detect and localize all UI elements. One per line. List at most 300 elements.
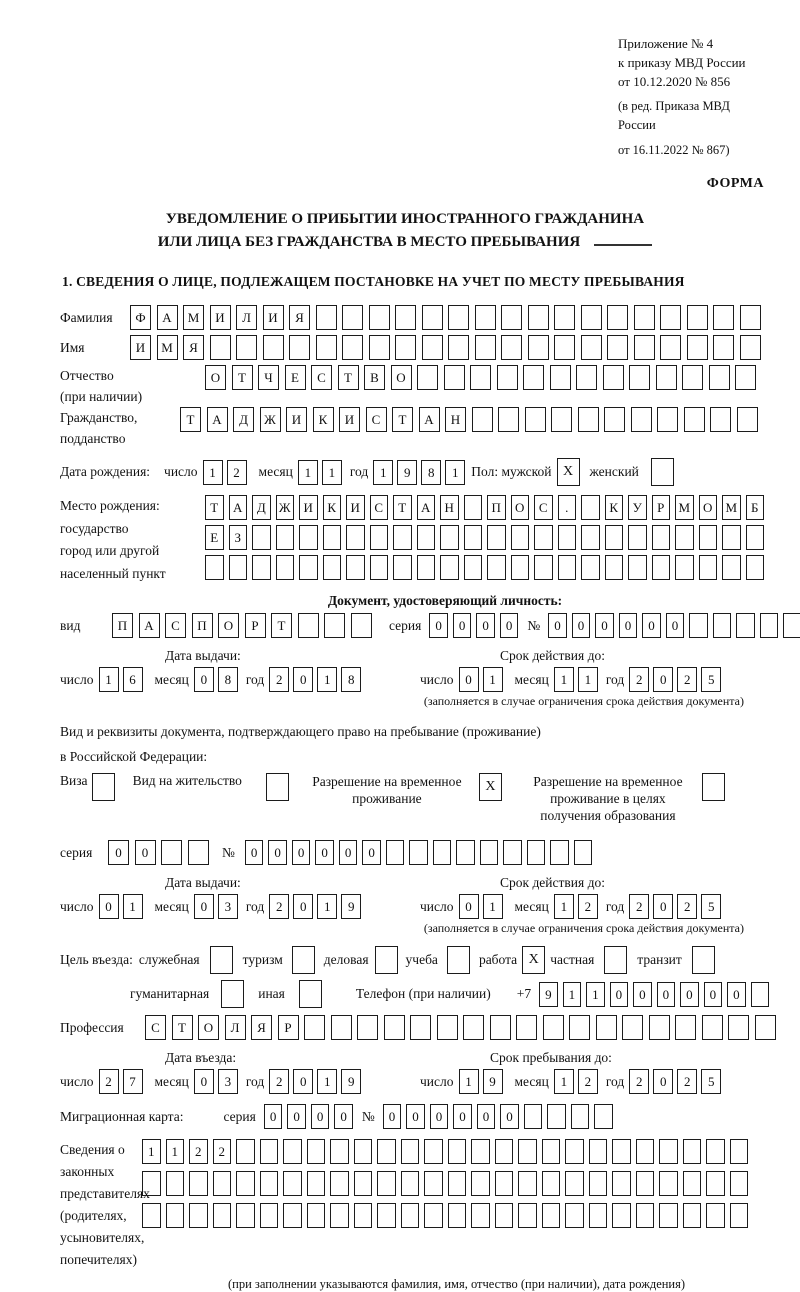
form-cell[interactable]: Я bbox=[289, 305, 310, 330]
form-cell[interactable]: И bbox=[263, 305, 284, 330]
purpose-humanitarian-checkbox[interactable] bbox=[221, 980, 244, 1008]
form-cell[interactable] bbox=[730, 1139, 749, 1164]
form-cell[interactable]: О bbox=[218, 613, 239, 638]
form-cell[interactable]: 0 bbox=[383, 1104, 402, 1129]
form-cell[interactable] bbox=[687, 335, 708, 360]
form-cell[interactable]: 9 bbox=[539, 982, 558, 1007]
form-cell[interactable] bbox=[210, 335, 231, 360]
form-cell[interactable] bbox=[581, 495, 600, 520]
form-cell[interactable]: А bbox=[207, 407, 228, 432]
form-cell[interactable] bbox=[554, 335, 575, 360]
form-cell[interactable] bbox=[675, 555, 694, 580]
form-cell[interactable]: 9 bbox=[341, 1069, 361, 1094]
form-cell[interactable]: 0 bbox=[293, 894, 313, 919]
form-cell[interactable]: 0 bbox=[595, 613, 614, 638]
form-cell[interactable] bbox=[518, 1171, 537, 1196]
form-cell[interactable] bbox=[283, 1203, 302, 1228]
form-cell[interactable] bbox=[528, 335, 549, 360]
form-cell[interactable]: 0 bbox=[293, 1069, 313, 1094]
form-cell[interactable] bbox=[166, 1171, 185, 1196]
form-cell[interactable] bbox=[424, 1203, 443, 1228]
form-cell[interactable]: Я bbox=[251, 1015, 272, 1040]
form-cell[interactable] bbox=[581, 335, 602, 360]
form-cell[interactable] bbox=[523, 365, 544, 390]
form-cell[interactable] bbox=[161, 840, 182, 865]
form-cell[interactable]: О bbox=[511, 495, 530, 520]
form-cell[interactable] bbox=[440, 525, 459, 550]
form-cell[interactable]: П bbox=[112, 613, 133, 638]
form-cell[interactable]: Т bbox=[271, 613, 292, 638]
form-cell[interactable] bbox=[706, 1203, 725, 1228]
form-cell[interactable]: 0 bbox=[406, 1104, 425, 1129]
form-cell[interactable] bbox=[528, 305, 549, 330]
form-cell[interactable]: 2 bbox=[269, 667, 289, 692]
form-cell[interactable] bbox=[571, 1104, 590, 1129]
form-cell[interactable] bbox=[636, 1139, 655, 1164]
form-cell[interactable] bbox=[605, 525, 624, 550]
form-cell[interactable] bbox=[659, 1139, 678, 1164]
form-cell[interactable]: 0 bbox=[194, 1069, 214, 1094]
form-cell[interactable]: 0 bbox=[653, 667, 673, 692]
form-cell[interactable]: Л bbox=[236, 305, 257, 330]
form-cell[interactable] bbox=[737, 407, 758, 432]
form-cell[interactable] bbox=[605, 555, 624, 580]
form-cell[interactable] bbox=[516, 1015, 537, 1040]
form-cell[interactable] bbox=[657, 407, 678, 432]
form-cell[interactable] bbox=[542, 1139, 561, 1164]
form-cell[interactable]: 0 bbox=[548, 613, 567, 638]
form-cell[interactable]: 0 bbox=[633, 982, 652, 1007]
form-cell[interactable] bbox=[699, 555, 718, 580]
form-cell[interactable] bbox=[422, 305, 443, 330]
form-cell[interactable] bbox=[307, 1139, 326, 1164]
form-cell[interactable] bbox=[656, 365, 677, 390]
form-cell[interactable]: 0 bbox=[315, 840, 334, 865]
form-cell[interactable]: 1 bbox=[166, 1139, 185, 1164]
form-cell[interactable]: 0 bbox=[572, 613, 591, 638]
form-cell[interactable]: М bbox=[722, 495, 741, 520]
form-cell[interactable] bbox=[260, 1171, 279, 1196]
form-cell[interactable] bbox=[511, 555, 530, 580]
form-cell[interactable]: 0 bbox=[311, 1104, 330, 1129]
form-cell[interactable] bbox=[511, 525, 530, 550]
form-cell[interactable] bbox=[369, 305, 390, 330]
form-cell[interactable] bbox=[736, 613, 755, 638]
form-cell[interactable] bbox=[252, 525, 271, 550]
form-cell[interactable]: 2 bbox=[269, 1069, 289, 1094]
form-cell[interactable] bbox=[760, 613, 779, 638]
form-cell[interactable] bbox=[236, 335, 257, 360]
form-cell[interactable] bbox=[424, 1139, 443, 1164]
form-cell[interactable]: П bbox=[192, 613, 213, 638]
form-cell[interactable]: 5 bbox=[701, 1069, 721, 1094]
form-cell[interactable]: О bbox=[198, 1015, 219, 1040]
form-cell[interactable]: Б bbox=[746, 495, 765, 520]
form-cell[interactable] bbox=[475, 305, 496, 330]
form-cell[interactable]: 1 bbox=[578, 667, 598, 692]
form-cell[interactable] bbox=[589, 1203, 608, 1228]
form-cell[interactable] bbox=[386, 840, 405, 865]
form-cell[interactable]: 2 bbox=[99, 1069, 119, 1094]
form-cell[interactable] bbox=[525, 407, 546, 432]
form-cell[interactable]: Ж bbox=[260, 407, 281, 432]
form-cell[interactable]: 1 bbox=[483, 894, 503, 919]
form-cell[interactable] bbox=[596, 1015, 617, 1040]
form-cell[interactable]: 0 bbox=[292, 840, 311, 865]
form-cell[interactable] bbox=[497, 365, 518, 390]
purpose-work-checkbox[interactable]: X bbox=[522, 946, 545, 974]
form-cell[interactable]: О bbox=[205, 365, 226, 390]
form-cell[interactable] bbox=[746, 555, 765, 580]
form-cell[interactable] bbox=[581, 305, 602, 330]
form-cell[interactable] bbox=[283, 1139, 302, 1164]
form-cell[interactable]: 3 bbox=[218, 1069, 238, 1094]
form-cell[interactable]: 0 bbox=[727, 982, 746, 1007]
form-cell[interactable] bbox=[424, 1171, 443, 1196]
form-cell[interactable]: 6 bbox=[123, 667, 143, 692]
form-cell[interactable] bbox=[142, 1171, 161, 1196]
form-cell[interactable] bbox=[401, 1171, 420, 1196]
form-cell[interactable] bbox=[448, 305, 469, 330]
form-cell[interactable] bbox=[260, 1139, 279, 1164]
form-cell[interactable] bbox=[142, 1203, 161, 1228]
form-cell[interactable] bbox=[354, 1171, 373, 1196]
form-cell[interactable] bbox=[501, 335, 522, 360]
form-cell[interactable] bbox=[710, 407, 731, 432]
form-cell[interactable]: 0 bbox=[362, 840, 381, 865]
form-cell[interactable] bbox=[377, 1203, 396, 1228]
form-cell[interactable]: Е bbox=[285, 365, 306, 390]
form-cell[interactable] bbox=[471, 1139, 490, 1164]
form-cell[interactable]: 1 bbox=[554, 894, 574, 919]
form-cell[interactable]: 2 bbox=[578, 894, 598, 919]
form-cell[interactable]: Т bbox=[172, 1015, 193, 1040]
form-cell[interactable]: 1 bbox=[203, 460, 223, 485]
form-cell[interactable] bbox=[682, 365, 703, 390]
purpose-other-checkbox[interactable] bbox=[299, 980, 322, 1008]
form-cell[interactable] bbox=[189, 1203, 208, 1228]
form-cell[interactable]: 0 bbox=[194, 667, 214, 692]
form-cell[interactable] bbox=[569, 1015, 590, 1040]
form-cell[interactable]: И bbox=[299, 495, 318, 520]
form-cell[interactable]: 0 bbox=[108, 840, 129, 865]
form-cell[interactable]: 1 bbox=[322, 460, 342, 485]
form-cell[interactable] bbox=[346, 555, 365, 580]
form-cell[interactable] bbox=[675, 1015, 696, 1040]
form-cell[interactable]: 1 bbox=[554, 667, 574, 692]
form-cell[interactable] bbox=[622, 1015, 643, 1040]
form-cell[interactable] bbox=[652, 555, 671, 580]
form-cell[interactable] bbox=[709, 365, 730, 390]
form-cell[interactable]: Д bbox=[233, 407, 254, 432]
form-cell[interactable] bbox=[628, 555, 647, 580]
form-cell[interactable]: И bbox=[210, 305, 231, 330]
form-cell[interactable] bbox=[299, 555, 318, 580]
form-cell[interactable] bbox=[534, 555, 553, 580]
form-cell[interactable] bbox=[628, 525, 647, 550]
temp-residence-edu-checkbox[interactable] bbox=[702, 773, 725, 801]
form-cell[interactable] bbox=[659, 1171, 678, 1196]
form-cell[interactable] bbox=[456, 840, 475, 865]
form-cell[interactable] bbox=[612, 1171, 631, 1196]
form-cell[interactable] bbox=[501, 305, 522, 330]
form-cell[interactable]: 1 bbox=[317, 894, 337, 919]
form-cell[interactable]: 0 bbox=[500, 1104, 519, 1129]
form-cell[interactable] bbox=[683, 1171, 702, 1196]
form-cell[interactable]: М bbox=[675, 495, 694, 520]
form-cell[interactable] bbox=[589, 1139, 608, 1164]
form-cell[interactable] bbox=[534, 525, 553, 550]
form-cell[interactable] bbox=[471, 1171, 490, 1196]
form-cell[interactable]: Ф bbox=[130, 305, 151, 330]
form-cell[interactable]: Т bbox=[180, 407, 201, 432]
form-cell[interactable] bbox=[607, 305, 628, 330]
form-cell[interactable] bbox=[342, 335, 363, 360]
form-cell[interactable] bbox=[448, 335, 469, 360]
form-cell[interactable] bbox=[554, 305, 575, 330]
form-cell[interactable] bbox=[463, 1015, 484, 1040]
form-cell[interactable] bbox=[395, 305, 416, 330]
form-cell[interactable] bbox=[304, 1015, 325, 1040]
form-cell[interactable] bbox=[229, 555, 248, 580]
form-cell[interactable] bbox=[464, 525, 483, 550]
form-cell[interactable]: О bbox=[391, 365, 412, 390]
form-cell[interactable]: 8 bbox=[421, 460, 441, 485]
form-cell[interactable]: 0 bbox=[610, 982, 629, 1007]
form-cell[interactable] bbox=[351, 613, 372, 638]
form-cell[interactable] bbox=[437, 1015, 458, 1040]
form-cell[interactable]: А bbox=[419, 407, 440, 432]
form-cell[interactable]: К bbox=[323, 495, 342, 520]
form-cell[interactable] bbox=[395, 335, 416, 360]
form-cell[interactable]: 5 bbox=[701, 667, 721, 692]
form-cell[interactable] bbox=[612, 1203, 631, 1228]
form-cell[interactable] bbox=[755, 1015, 776, 1040]
form-cell[interactable]: 2 bbox=[629, 894, 649, 919]
form-cell[interactable] bbox=[699, 525, 718, 550]
form-cell[interactable] bbox=[357, 1015, 378, 1040]
form-cell[interactable]: 0 bbox=[264, 1104, 283, 1129]
form-cell[interactable]: С bbox=[311, 365, 332, 390]
form-cell[interactable]: 1 bbox=[99, 667, 119, 692]
form-cell[interactable] bbox=[316, 305, 337, 330]
form-cell[interactable] bbox=[401, 1139, 420, 1164]
form-cell[interactable] bbox=[498, 407, 519, 432]
form-cell[interactable] bbox=[612, 1139, 631, 1164]
form-cell[interactable]: 2 bbox=[629, 667, 649, 692]
form-cell[interactable] bbox=[730, 1203, 749, 1228]
form-cell[interactable] bbox=[377, 1139, 396, 1164]
form-cell[interactable] bbox=[377, 1171, 396, 1196]
form-cell[interactable] bbox=[722, 525, 741, 550]
form-cell[interactable]: 1 bbox=[554, 1069, 574, 1094]
form-cell[interactable] bbox=[495, 1139, 514, 1164]
form-cell[interactable]: 0 bbox=[459, 894, 479, 919]
form-cell[interactable] bbox=[487, 525, 506, 550]
form-cell[interactable]: К bbox=[313, 407, 334, 432]
form-cell[interactable]: 0 bbox=[476, 613, 495, 638]
form-cell[interactable] bbox=[684, 407, 705, 432]
form-cell[interactable] bbox=[448, 1203, 467, 1228]
form-cell[interactable]: А bbox=[417, 495, 436, 520]
form-cell[interactable] bbox=[574, 840, 593, 865]
form-cell[interactable] bbox=[298, 613, 319, 638]
form-cell[interactable]: Н bbox=[440, 495, 459, 520]
form-cell[interactable]: Ч bbox=[258, 365, 279, 390]
form-cell[interactable] bbox=[470, 365, 491, 390]
residence-permit-checkbox[interactable] bbox=[266, 773, 289, 801]
form-cell[interactable] bbox=[330, 1171, 349, 1196]
form-cell[interactable] bbox=[330, 1203, 349, 1228]
form-cell[interactable]: 2 bbox=[189, 1139, 208, 1164]
form-cell[interactable] bbox=[636, 1171, 655, 1196]
form-cell[interactable] bbox=[422, 335, 443, 360]
form-cell[interactable] bbox=[713, 305, 734, 330]
form-cell[interactable] bbox=[346, 525, 365, 550]
form-cell[interactable] bbox=[205, 555, 224, 580]
form-cell[interactable] bbox=[471, 1203, 490, 1228]
form-cell[interactable] bbox=[607, 335, 628, 360]
form-cell[interactable]: Т bbox=[338, 365, 359, 390]
form-cell[interactable] bbox=[410, 1015, 431, 1040]
purpose-study-checkbox[interactable] bbox=[447, 946, 470, 974]
form-cell[interactable] bbox=[166, 1203, 185, 1228]
form-cell[interactable]: Н bbox=[445, 407, 466, 432]
form-cell[interactable] bbox=[604, 407, 625, 432]
form-cell[interactable] bbox=[542, 1203, 561, 1228]
male-checkbox[interactable]: X bbox=[557, 458, 580, 486]
form-cell[interactable]: У bbox=[628, 495, 647, 520]
form-cell[interactable]: К bbox=[605, 495, 624, 520]
form-cell[interactable] bbox=[783, 613, 800, 638]
form-cell[interactable] bbox=[276, 525, 295, 550]
form-cell[interactable] bbox=[417, 365, 438, 390]
form-cell[interactable] bbox=[740, 335, 761, 360]
form-cell[interactable] bbox=[330, 1139, 349, 1164]
form-cell[interactable]: Р bbox=[245, 613, 266, 638]
form-cell[interactable]: 8 bbox=[218, 667, 238, 692]
form-cell[interactable] bbox=[550, 365, 571, 390]
form-cell[interactable] bbox=[370, 555, 389, 580]
form-cell[interactable]: 1 bbox=[459, 1069, 479, 1094]
form-cell[interactable] bbox=[307, 1203, 326, 1228]
form-cell[interactable] bbox=[740, 305, 761, 330]
form-cell[interactable] bbox=[323, 555, 342, 580]
form-cell[interactable] bbox=[487, 555, 506, 580]
form-cell[interactable] bbox=[252, 555, 271, 580]
form-cell[interactable] bbox=[706, 1139, 725, 1164]
form-cell[interactable] bbox=[417, 525, 436, 550]
form-cell[interactable]: И bbox=[339, 407, 360, 432]
form-cell[interactable]: 0 bbox=[287, 1104, 306, 1129]
form-cell[interactable] bbox=[689, 613, 708, 638]
form-cell[interactable]: 3 bbox=[218, 894, 238, 919]
form-cell[interactable]: 1 bbox=[142, 1139, 161, 1164]
form-cell[interactable] bbox=[706, 1171, 725, 1196]
form-cell[interactable] bbox=[518, 1139, 537, 1164]
form-cell[interactable] bbox=[581, 555, 600, 580]
form-cell[interactable]: 0 bbox=[135, 840, 156, 865]
form-cell[interactable]: Р bbox=[652, 495, 671, 520]
form-cell[interactable] bbox=[551, 407, 572, 432]
form-cell[interactable] bbox=[728, 1015, 749, 1040]
form-cell[interactable]: 1 bbox=[317, 667, 337, 692]
form-cell[interactable]: А bbox=[157, 305, 178, 330]
form-cell[interactable]: 0 bbox=[453, 1104, 472, 1129]
form-cell[interactable] bbox=[702, 1015, 723, 1040]
form-cell[interactable]: 0 bbox=[430, 1104, 449, 1129]
form-cell[interactable] bbox=[495, 1171, 514, 1196]
form-cell[interactable] bbox=[448, 1171, 467, 1196]
form-cell[interactable] bbox=[660, 305, 681, 330]
form-cell[interactable]: 0 bbox=[459, 667, 479, 692]
form-cell[interactable]: 0 bbox=[334, 1104, 353, 1129]
form-cell[interactable]: 0 bbox=[245, 840, 264, 865]
form-cell[interactable]: 0 bbox=[500, 613, 519, 638]
form-cell[interactable]: С bbox=[366, 407, 387, 432]
form-cell[interactable]: Т bbox=[205, 495, 224, 520]
form-cell[interactable] bbox=[299, 525, 318, 550]
form-cell[interactable] bbox=[276, 555, 295, 580]
form-cell[interactable]: И bbox=[346, 495, 365, 520]
form-cell[interactable] bbox=[675, 525, 694, 550]
form-cell[interactable]: О bbox=[699, 495, 718, 520]
form-cell[interactable] bbox=[342, 305, 363, 330]
form-cell[interactable]: 0 bbox=[653, 1069, 673, 1094]
form-cell[interactable] bbox=[578, 407, 599, 432]
form-cell[interactable] bbox=[565, 1203, 584, 1228]
form-cell[interactable] bbox=[440, 555, 459, 580]
form-cell[interactable]: 2 bbox=[227, 460, 247, 485]
form-cell[interactable] bbox=[631, 407, 652, 432]
form-cell[interactable] bbox=[636, 1203, 655, 1228]
female-checkbox[interactable] bbox=[651, 458, 674, 486]
form-cell[interactable]: В bbox=[364, 365, 385, 390]
form-cell[interactable]: А bbox=[139, 613, 160, 638]
form-cell[interactable] bbox=[393, 525, 412, 550]
form-cell[interactable] bbox=[543, 1015, 564, 1040]
form-cell[interactable]: 0 bbox=[680, 982, 699, 1007]
form-cell[interactable] bbox=[652, 525, 671, 550]
form-cell[interactable] bbox=[503, 840, 522, 865]
form-cell[interactable]: И bbox=[130, 335, 151, 360]
form-cell[interactable]: 0 bbox=[657, 982, 676, 1007]
form-cell[interactable]: 0 bbox=[653, 894, 673, 919]
form-cell[interactable]: 1 bbox=[123, 894, 143, 919]
form-cell[interactable]: Т bbox=[393, 495, 412, 520]
form-cell[interactable]: 0 bbox=[99, 894, 119, 919]
form-cell[interactable]: 2 bbox=[269, 894, 289, 919]
form-cell[interactable]: Т bbox=[232, 365, 253, 390]
form-cell[interactable] bbox=[417, 555, 436, 580]
form-cell[interactable] bbox=[659, 1203, 678, 1228]
form-cell[interactable]: . bbox=[558, 495, 577, 520]
form-cell[interactable]: 0 bbox=[339, 840, 358, 865]
form-cell[interactable] bbox=[323, 525, 342, 550]
form-cell[interactable]: 0 bbox=[666, 613, 685, 638]
form-cell[interactable] bbox=[369, 335, 390, 360]
form-cell[interactable]: 0 bbox=[477, 1104, 496, 1129]
purpose-transit-checkbox[interactable] bbox=[692, 946, 715, 974]
form-cell[interactable]: Р bbox=[278, 1015, 299, 1040]
purpose-business-checkbox[interactable] bbox=[210, 946, 233, 974]
form-cell[interactable]: 1 bbox=[317, 1069, 337, 1094]
form-cell[interactable] bbox=[307, 1171, 326, 1196]
form-cell[interactable]: Ж bbox=[276, 495, 295, 520]
form-cell[interactable] bbox=[464, 555, 483, 580]
form-cell[interactable] bbox=[542, 1171, 561, 1196]
form-cell[interactable] bbox=[289, 335, 310, 360]
